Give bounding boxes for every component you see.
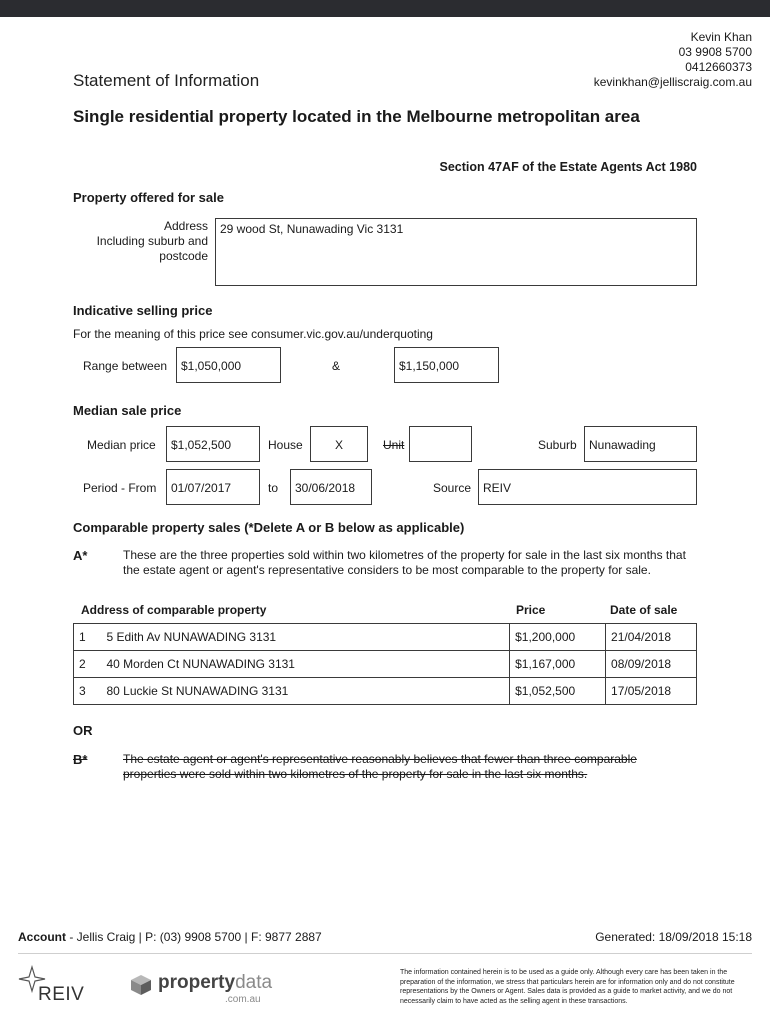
table-row [74, 624, 697, 651]
propertydata-logo [130, 972, 280, 1008]
option-b-text: The estate agent or agent's representative reasonably believes that fewer than three comparable properties were sold within two kilometres of the property for sale in the last six months. [123, 752, 637, 781]
house-label: House [268, 438, 303, 452]
agent-name: Kevin Khan [690, 30, 752, 44]
agent-mobile: 0412660373 [685, 60, 752, 74]
address-label [97, 219, 208, 264]
table-row [74, 678, 697, 705]
comparable-sales-heading: Comparable property sales (*Delete A or B below as applicable) [73, 520, 465, 535]
address-label-line-2: Including suburb and [96, 234, 208, 248]
table-row [74, 651, 697, 678]
house-field[interactable]: X [310, 426, 368, 462]
or-label: OR [73, 723, 93, 738]
address-field[interactable]: 29 wood St, Nunawading Vic 3131 [215, 218, 697, 286]
section-reference: Section 47AF of the Estate Agents Act 1980 [439, 160, 697, 174]
period-to-field[interactable]: 30/06/2018 [290, 469, 372, 505]
property-offered-heading: Property offered for sale [73, 190, 224, 205]
price-range-high-field[interactable]: $1,150,000 [394, 347, 499, 383]
col-header-address: Address of comparable property [81, 603, 267, 617]
row-address[interactable]: 80 Luckie St NUNAWADING 3131 [101, 678, 509, 705]
row-price[interactable]: $1,052,500 [510, 678, 606, 705]
median-price-heading: Median sale price [73, 403, 182, 418]
row-number: 1 [74, 624, 102, 651]
account-label: Account [18, 930, 66, 944]
propertydata-logo-accent: data [235, 972, 273, 993]
row-price[interactable]: $1,167,000 [510, 651, 606, 678]
indicative-price-heading: Indicative selling price [73, 303, 213, 318]
row-date[interactable]: 21/04/2018 [606, 624, 697, 651]
underquoting-note: For the meaning of this price see consumer.vic.gov.au/underquoting [73, 327, 433, 341]
row-date[interactable]: 17/05/2018 [606, 678, 697, 705]
row-number: 3 [74, 678, 102, 705]
median-price-label: Median price [87, 438, 156, 452]
propertydata-logo-main: property [158, 972, 236, 993]
suburb-field[interactable]: Nunawading [584, 426, 697, 462]
row-number: 2 [74, 651, 102, 678]
row-date[interactable]: 08/09/2018 [606, 651, 697, 678]
period-from-field[interactable]: 01/07/2017 [166, 469, 260, 505]
unit-label: Unit [383, 438, 405, 452]
period-from-label: Period - From [83, 481, 157, 495]
statement-of-information-title: Statement of Information [73, 71, 260, 90]
median-price-field[interactable]: $1,052,500 [166, 426, 260, 462]
disclaimer-text: The information contained herein is to be used as a guide only. Although every care has been taken in the preparation of the information, we stress that particulars herein are for information only and do not constitute representations by the Owners or Agent. Sales data is provided as a guide to market activity, and we do not necessarily claim to have acted as the selling agent in these transactions. [400, 969, 735, 1005]
reiv-logo [18, 965, 98, 1009]
unit-field[interactable] [409, 426, 472, 462]
top-bar [0, 0, 770, 17]
generated-timestamp: Generated: 18/09/2018 15:18 [595, 930, 752, 944]
col-header-price: Price [516, 603, 546, 617]
col-header-date: Date of sale [610, 603, 678, 617]
row-address[interactable]: 5 Edith Av NUNAWADING 3131 [101, 624, 509, 651]
option-a-text: These are the three properties sold within two kilometres of the property for sale in the last six months that the estate agent or agent's representative considers to be most comparable to the property for sale. [123, 548, 686, 577]
option-b-label: B* [73, 752, 88, 767]
account-info [18, 930, 322, 944]
footer-divider [18, 953, 752, 954]
source-field[interactable]: REIV [478, 469, 697, 505]
account-details: - Jellis Craig | P: (03) 9908 5700 | F: 9877 2887 [66, 930, 322, 944]
price-range-low-field[interactable]: $1,050,000 [176, 347, 281, 383]
reiv-logo-text: REIV [38, 984, 85, 1005]
row-price[interactable]: $1,200,000 [510, 624, 606, 651]
agent-contact-block [594, 30, 752, 90]
document-heading: Single residential property located in the Melbourne metropolitan area [73, 107, 640, 126]
suburb-label: Suburb [538, 438, 577, 452]
comparable-sales-table [73, 623, 697, 705]
agent-email[interactable]: kevinkhan@jelliscraig.com.au [593, 75, 752, 89]
propertydata-logo-domain: .com.au [225, 994, 261, 1005]
period-to-label: to [268, 481, 279, 495]
address-label-line-3: postcode [159, 249, 208, 263]
row-address[interactable]: 40 Morden Ct NUNAWADING 3131 [101, 651, 509, 678]
agent-phone: 03 9908 5700 [678, 45, 752, 59]
option-a-label: A* [73, 548, 88, 563]
source-label: Source [433, 481, 472, 495]
propertydata-cube-icon [130, 974, 152, 996]
address-label-line-1: Address [163, 219, 208, 233]
ampersand-label: & [332, 359, 341, 373]
range-between-label: Range between [83, 359, 168, 373]
